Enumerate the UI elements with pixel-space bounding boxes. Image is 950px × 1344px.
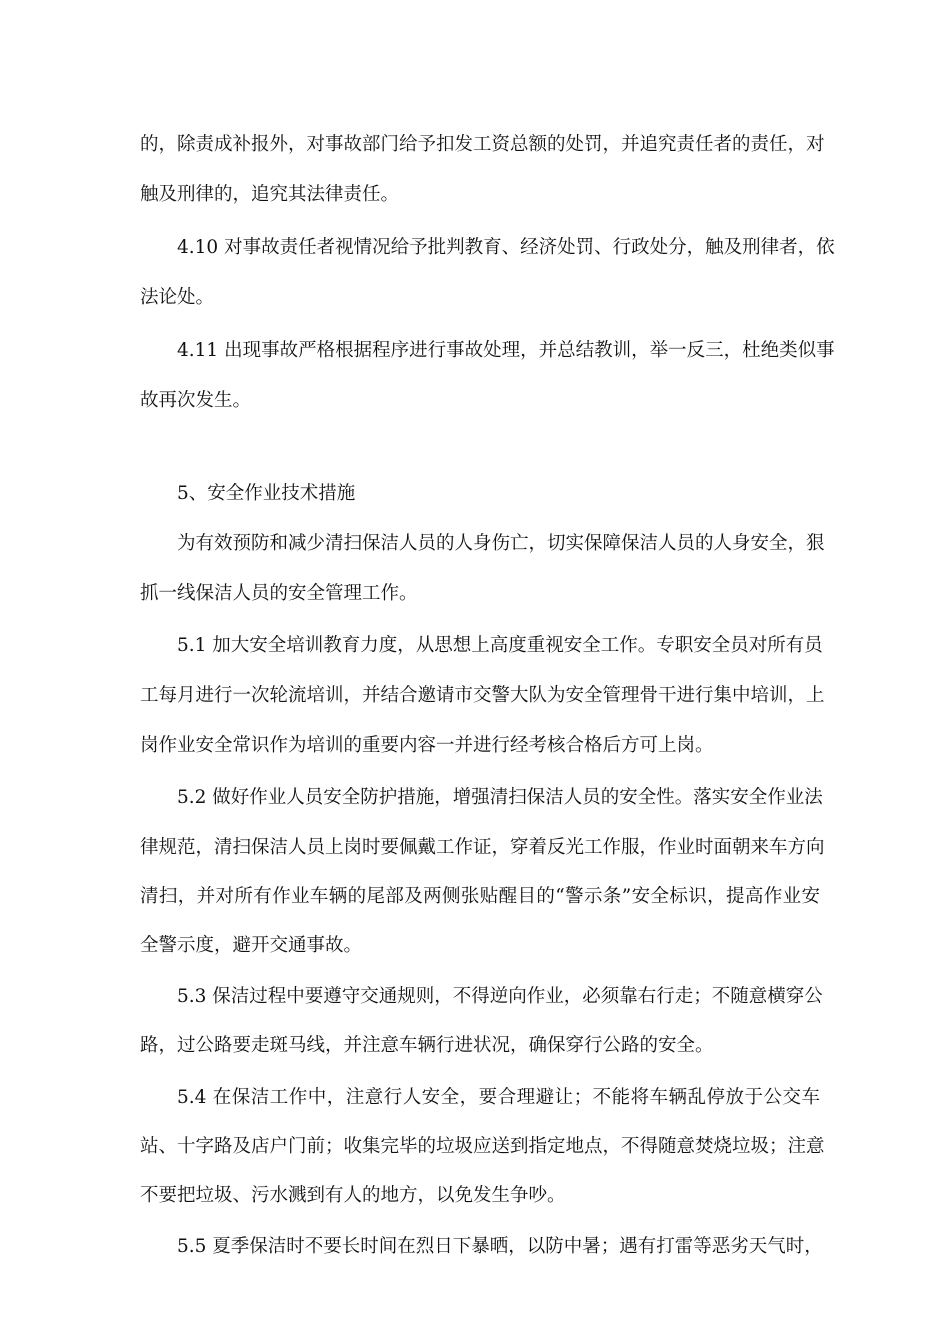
paragraph-line: 不要把垃圾、污水溅到有人的地方，以免发生争吵。: [140, 1185, 566, 1206]
paragraph-line: 4.10 对事故责任者视情况给予批判教育、经济处罚、行政处分，触及刑律者，依: [177, 237, 835, 258]
paragraph-line: 触及刑律的，追究其法律责任。: [140, 184, 400, 205]
section-heading: 5、安全作业技术措施: [177, 483, 356, 504]
paragraph-line: 岗作业安全常识作为培训的重要内容一并进行经考核合格后方可上岗。: [140, 735, 714, 756]
paragraph-line: 清扫，并对所有作业车辆的尾部及两侧张贴醒目的“警示条”安全标识，提高作业安: [140, 886, 820, 907]
paragraph-line: 站、十字路及店户门前；收集完毕的垃圾应送到指定地点，不得随意焚烧垃圾；注意: [140, 1136, 825, 1157]
paragraph-line: 故再次发生。: [140, 390, 252, 411]
paragraph-line: 法论处。: [140, 287, 215, 308]
paragraph-line: 的，除责成补报外，对事故部门给予扣发工资总额的处罚，并追究责任者的责任，对: [140, 134, 825, 155]
paragraph-line: 抓一线保洁人员的安全管理工作。: [140, 583, 418, 604]
paragraph-line: 5.5 夏季保洁时不要长时间在烈日下暴晒，以防中暑；遇有打雷等恶劣天气时，: [177, 1236, 823, 1257]
paragraph-line: 律规范，清扫保洁人员上岗时要佩戴工作证，穿着反光工作服，作业时面朝来车方向: [140, 837, 825, 858]
paragraph-line: 全警示度，避开交通事故。: [140, 935, 363, 956]
paragraph-line: 4.11 出现事故严格根据程序进行事故处理，并总结教训，举一反三，杜绝类似事: [177, 340, 835, 361]
paragraph-line: 5.4 在保洁工作中，注意行人安全，要合理避让；不能将车辆乱停放于公交车: [177, 1087, 820, 1108]
paragraph-line: 工每月进行一次轮流培训，并结合邀请市交警大队为安全管理骨干进行集中培训，上: [140, 685, 825, 706]
paragraph-line: 5.1 加大安全培训教育力度，从思想上高度重视安全工作。专职安全员对所有员: [177, 635, 823, 656]
paragraph-line: 为有效预防和减少清扫保洁人员的人身伤亡，切实保障保洁人员的人身安全，狠: [177, 533, 825, 554]
paragraph-line: 5.2 做好作业人员安全防护措施，增强清扫保洁人员的安全性。落实安全作业法: [177, 787, 823, 808]
paragraph-line: 5.3 保洁过程中要遵守交通规则，不得逆向作业，必须靠右行走；不随意横穿公: [177, 986, 823, 1007]
paragraph-line: 路，过公路要走斑马线，并注意车辆行进状况，确保穿行公路的安全。: [140, 1035, 714, 1056]
